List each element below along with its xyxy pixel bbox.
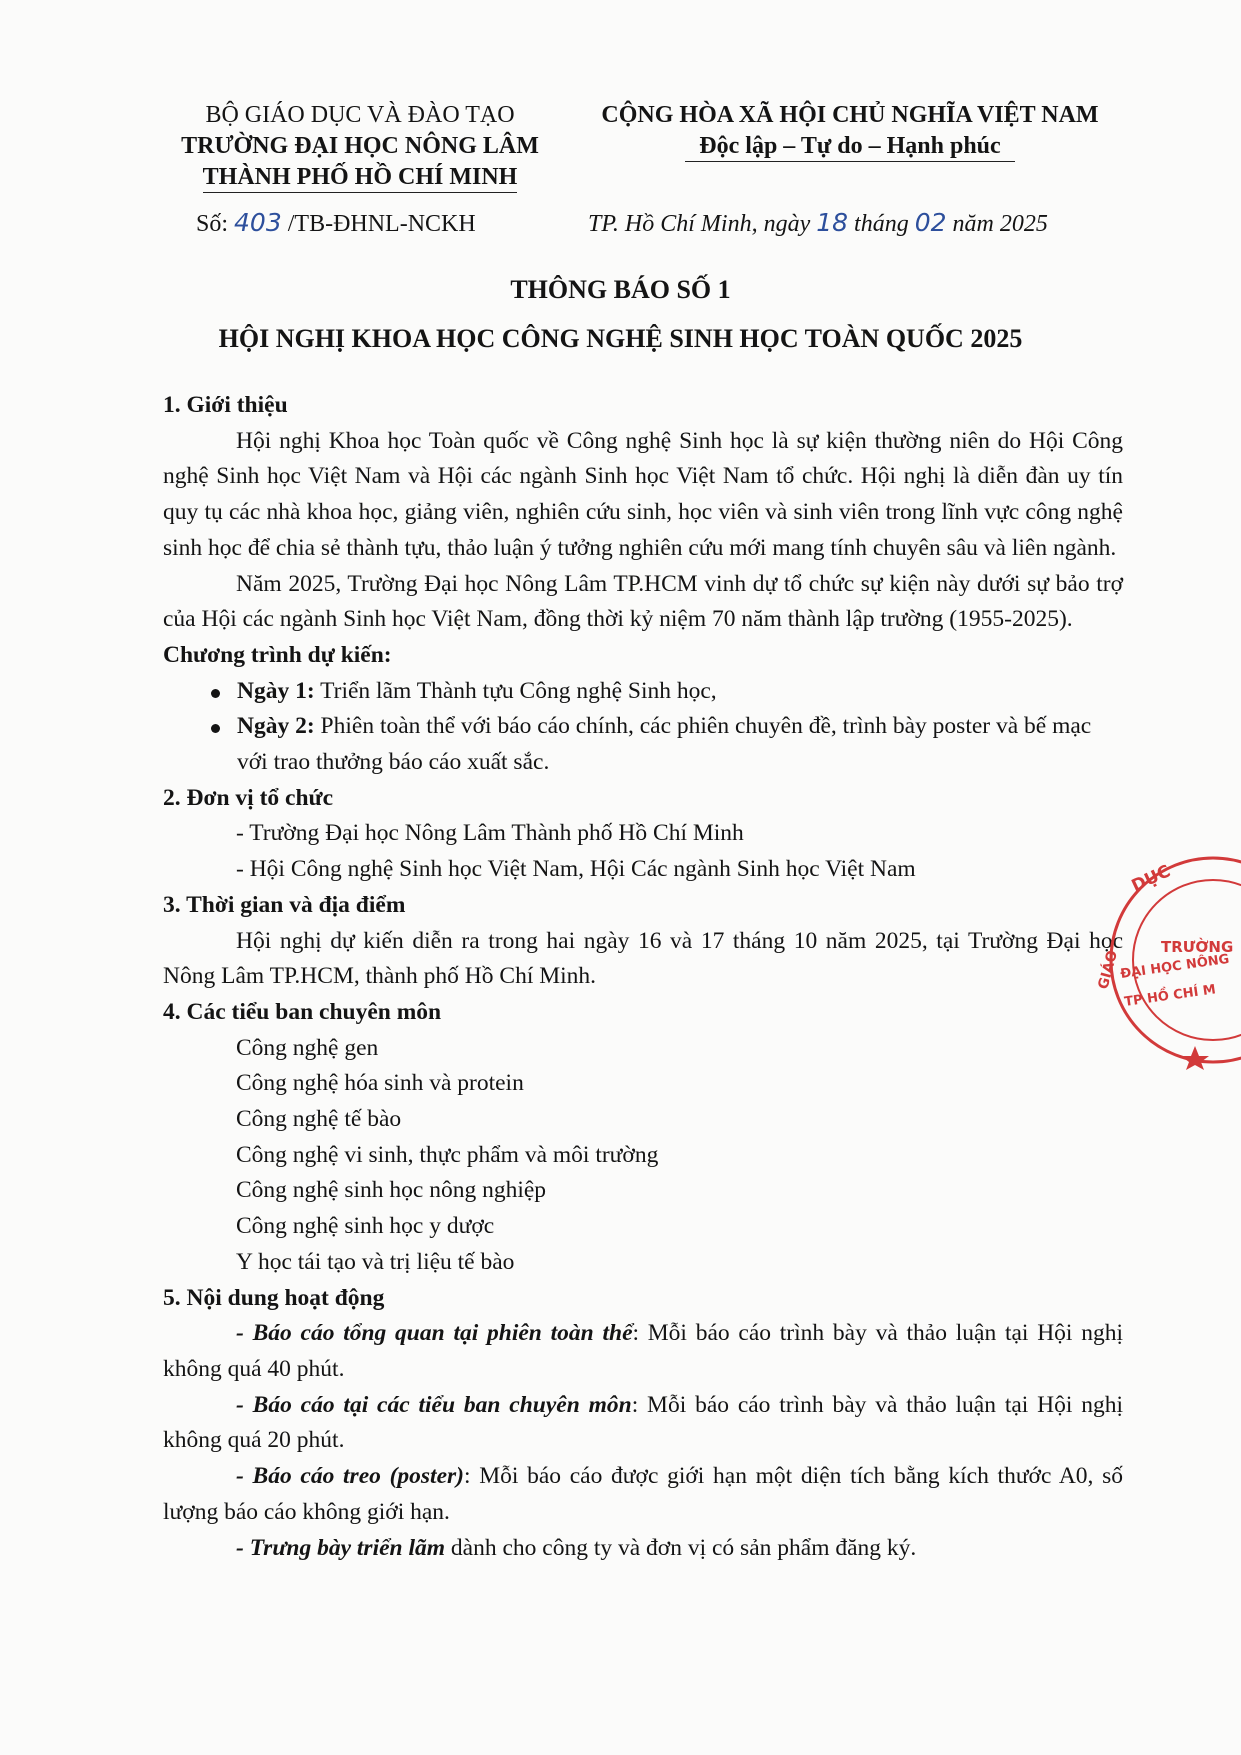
organizer-1: - Trường Đại học Nông Lâm Thành phố Hồ Chí Minh <box>236 820 744 847</box>
section-3-heading: 3. Thời gian và địa điểm <box>163 891 406 918</box>
official-seal-icon <box>1093 860 1241 1070</box>
subcommittee-item: Công nghệ hóa sinh và protein <box>236 1070 524 1097</box>
doc-number-prefix: Số: <box>196 211 229 237</box>
date-month-handwritten: 02 <box>914 208 947 237</box>
seal-text-center2: ĐẠI HỌC NÔNG <box>1119 951 1231 982</box>
program-heading: Chương trình dự kiến: <box>163 641 392 668</box>
activity-poster <box>163 1459 1123 1530</box>
subcommittee-item: Công nghệ sinh học nông nghiệp <box>236 1177 547 1204</box>
document-body <box>163 388 1123 1566</box>
section-1-heading: 1. Giới thiệu <box>163 392 288 418</box>
program-day-1 <box>237 674 1123 710</box>
day-1-label: Ngày 1: <box>237 677 315 704</box>
section-5-heading: 5. Nội dung hoạt động <box>163 1284 385 1311</box>
date-day-handwritten: 18 <box>816 208 849 237</box>
date-place-day: TP. Hồ Chí Minh, ngày <box>588 211 811 237</box>
notice-title: THÔNG BÁO SỐ 1 <box>510 275 731 304</box>
subcommittee-item: Công nghệ sinh học y dược <box>236 1213 495 1240</box>
subcommittee-item: Công nghệ tế bào <box>236 1106 402 1133</box>
activity-subcommittee <box>163 1388 1123 1459</box>
date-year: năm 2025 <box>952 211 1048 237</box>
section-1-paragraph-1: Hội nghị Khoa học Toàn quốc về Công nghệ Sinh học là sự kiện thường niên do Hội Công nghệ Sinh học Việt Nam và Hội các ngành Sinh học Việt Nam tổ chức. Hội nghị là diễn đàn uy tín quy tụ các nhà khoa học, giảng viên, nghiên cứu sinh, học viên và sinh viên trong lĩnh vực công nghệ sinh học để chia sẻ thành tựu, thảo luận ý tưởng nghiên cứu mới mang tính chuyên sâu và liên ngành. <box>163 427 1123 561</box>
program-day-2 <box>237 709 1123 780</box>
conference-title: HỘI NGHỊ KHOA HỌC CÔNG NGHỆ SINH HỌC TOÀN QUỐC 2025 <box>218 324 1023 353</box>
national-header <box>585 100 1115 162</box>
seal-text-center3: TP HỒ CHÍ M <box>1123 982 1217 1010</box>
activity-exhibition-label: - Trưng bày triển lãm <box>236 1534 446 1561</box>
bullet-icon <box>211 724 220 733</box>
activity-exhibition <box>163 1531 1123 1567</box>
university-name-line1: TRƯỜNG ĐẠI HỌC NÔNG LÂM <box>181 133 539 159</box>
section-2-heading: 2. Đơn vị tổ chức <box>163 784 334 811</box>
national-motto: Độc lập – Tự do – Hạnh phúc <box>685 132 1014 162</box>
subcommittee-item: Công nghệ vi sinh, thực phẩm và môi trường <box>236 1141 659 1168</box>
activity-plenary-label: - Báo cáo tổng quan tại phiên toàn thể <box>236 1320 633 1347</box>
seal-text-center1: TRƯỜNG <box>1161 938 1234 956</box>
organizer-2: - Hội Công nghệ Sinh học Việt Nam, Hội Các ngành Sinh học Việt Nam <box>236 856 916 883</box>
document-number <box>196 208 476 238</box>
date-month-label: tháng <box>854 211 909 237</box>
doc-number-suffix: /TB-ĐHNL-NCKH <box>287 211 476 237</box>
university-name-line2: THÀNH PHỐ HỒ CHÍ MINH <box>203 163 518 193</box>
day-2-text: Phiên toàn thể với báo cáo chính, các phiên chuyên đề, trình bày poster và bế mạc với trao thưởng báo cáo xuất sắc. <box>237 713 1092 776</box>
day-2-label: Ngày 2: <box>237 713 315 740</box>
program-list <box>163 674 1123 781</box>
country-name: CỘNG HÒA XÃ HỘI CHỦ NGHĨA VIỆT NAM <box>601 102 1099 128</box>
doc-number-handwritten: 403 <box>234 208 282 237</box>
bullet-icon <box>211 689 220 698</box>
seal-text-top: DỤC <box>1128 861 1174 897</box>
section-4-heading: 4. Các tiểu ban chuyên môn <box>163 998 442 1025</box>
date-line <box>588 208 1048 238</box>
activity-plenary <box>163 1316 1123 1387</box>
activity-subcommittee-text: : Mỗi báo cáo trình bày và thảo luận tại Hội nghị không quá 20 phút. <box>163 1391 1123 1454</box>
section-1-paragraph-2: Năm 2025, Trường Đại học Nông Lâm TP.HCM vinh dự tổ chức sự kiện này dưới sự bảo trợ của Hội các ngành Sinh học Việt Nam, đồng thời kỷ niệm 70 năm thành lập trường (1955-2025). <box>163 570 1123 633</box>
ministry-name: BỘ GIÁO DỤC VÀ ĐÀO TẠO <box>205 102 515 128</box>
day-1-text: Triển lãm Thành tựu Công nghệ Sinh học, <box>314 677 717 704</box>
activity-plenary-text: : Mỗi báo cáo trình bày và thảo luận tại Hội nghị không quá 40 phút. <box>163 1320 1123 1382</box>
section-3-text: Hội nghị dự kiến diễn ra trong hai ngày 16 và 17 tháng 10 năm 2025, tại Trường Đại học Nông Lâm TP.HCM, thành phố Hồ Chí Minh. <box>163 927 1123 990</box>
issuer-header <box>150 100 570 193</box>
activity-poster-text: : Mỗi báo cáo được giới hạn một diện tích bằng kích thước A0, số lượng báo cáo không giới hạn. <box>163 1463 1124 1525</box>
activity-subcommittee-label: - Báo cáo tại các tiểu ban chuyên môn <box>236 1391 632 1418</box>
activity-exhibition-text: dành cho công ty và đơn vị có sản phẩm đăng ký. <box>445 1534 917 1561</box>
seal-text-left: GIÁO <box>1095 948 1122 992</box>
subcommittee-item: Công nghệ gen <box>236 1034 379 1061</box>
activity-poster-label: - Báo cáo treo (poster) <box>236 1463 464 1490</box>
subcommittee-item: Y học tái tạo và trị liệu tế bào <box>236 1248 515 1275</box>
